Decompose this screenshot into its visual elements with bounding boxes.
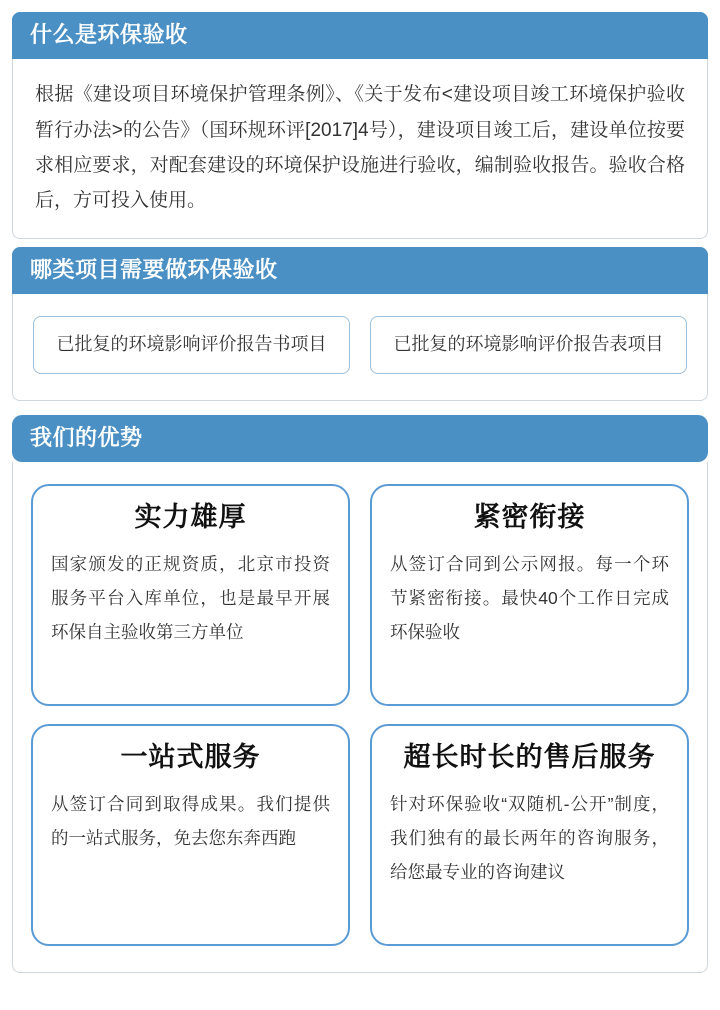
section-types (12, 247, 708, 401)
advantage-card-text: 针对环保验收“双随机-公开”制度，我们独有的最长两年的咨询服务，给您最专业的咨询建议 (390, 794, 669, 883)
advantage-card-grid (31, 484, 689, 946)
project-type-item: 已批复的环境影响评价报告表项目 (370, 316, 687, 373)
advantage-card-text: 国家颁发的正规资质，北京市投资服务平台入库单位，也是最早开展环保自主验收第三方单位 (51, 554, 330, 643)
advantage-card (31, 724, 350, 946)
project-type-item: 已批复的环境影响评价报告书项目 (33, 316, 350, 373)
section-advantages-header: 我们的优势 (12, 415, 708, 462)
section-intro-panel (12, 59, 708, 239)
section-intro-body-text: 根据《建设项目环境保护管理条例》、《关于发布<建设项目竣工环境保护验收暂行办法>的公告》（国环规环评[2017]4号），建设项目竣工后，建设单位按要求相应要求，对配套建设的环境保护设施进行验收，编制验收报告。验收合格后，方可投入使用。 (35, 84, 685, 211)
advantage-card (31, 484, 350, 706)
advantage-card-title: 实力雄厚 (134, 502, 247, 533)
section-intro-header: 什么是环保验收 (12, 12, 708, 59)
advantage-card-text: 从签订合同到公示网报。每一个环节紧密衔接。最快40个工作日完成环保验收 (390, 554, 669, 643)
section-intro (12, 12, 708, 239)
advantage-card-text: 从签订合同到取得成果。我们提供的一站式服务，免去您东奔西跑 (51, 794, 330, 849)
advantage-card-title: 超长时长的售后服务 (403, 742, 656, 773)
advantage-card-title: 紧密衔接 (473, 502, 586, 533)
advantage-card (370, 484, 689, 706)
advantage-card-title: 一站式服务 (120, 742, 261, 773)
section-advantages (12, 415, 708, 973)
advantage-card (370, 724, 689, 946)
section-types-panel (12, 294, 708, 400)
project-type-list (13, 294, 707, 399)
section-advantages-panel (12, 462, 708, 973)
section-types-header: 哪类项目需要做环保验收 (12, 247, 708, 294)
